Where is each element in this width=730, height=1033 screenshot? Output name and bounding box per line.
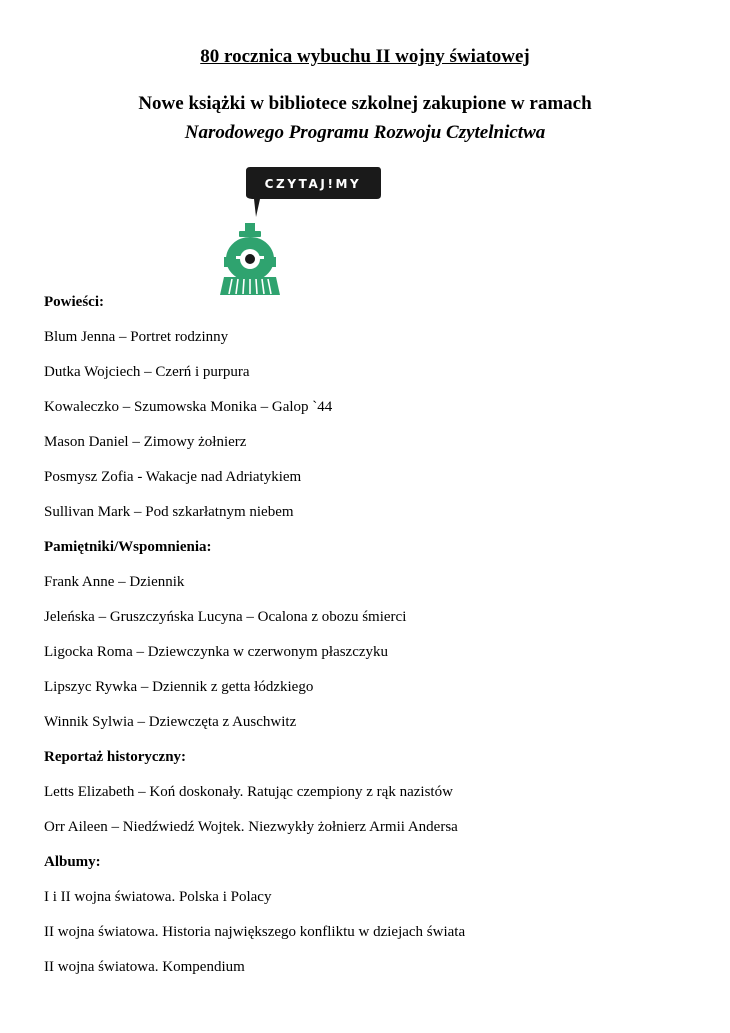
section-heading: Reportaż historyczny: bbox=[44, 749, 187, 765]
list-item: Orr Aileen – Niedźwiedź Wojtek. Niezwykły żołnierz Armii Andersa bbox=[44, 819, 458, 835]
list-item: Kowaleczko – Szumowska Monika – Galop `44 bbox=[44, 399, 333, 415]
list-item: Winnik Sylwia – Dziewczęta z Auschwitz bbox=[44, 714, 297, 730]
section-heading: Powieści: bbox=[44, 294, 104, 310]
logo-text: CZYTAJ!MY bbox=[264, 177, 362, 191]
page-title: 80 rocznica wybuchu II wojny światowej bbox=[200, 46, 530, 67]
logo-graphic bbox=[218, 163, 382, 298]
section-novels bbox=[44, 292, 704, 537]
list-item: Frank Anne – Dziennik bbox=[44, 574, 185, 590]
subtitle-line-2: Narodowego Programu Rozwoju Czytelnictwa bbox=[184, 122, 546, 143]
list-item: Lipszyc Rywka – Dziennik z getta łódzkiego bbox=[44, 679, 314, 695]
list-item: Jeleńska – Gruszczyńska Lucyna – Ocalona z obozu śmierci bbox=[44, 609, 407, 625]
list-item: Dutka Wojciech – Czerń i purpura bbox=[44, 364, 250, 380]
list-item: Blum Jenna – Portret rodzinny bbox=[44, 329, 229, 345]
subtitle-line-1: Nowe książki w bibliotece szkolnej zakupione w ramach bbox=[138, 93, 592, 114]
list-item: Letts Elizabeth – Koń doskonały. Ratując czempiony z rąk nazistów bbox=[44, 784, 453, 800]
list-item: II wojna światowa. Historia największego konfliktu w dziejach świata bbox=[44, 924, 466, 940]
list-item: II wojna światowa. Kompendium bbox=[44, 959, 245, 975]
czytajmy-logo bbox=[218, 163, 382, 298]
section-reportage bbox=[44, 747, 704, 852]
section-heading: Albumy: bbox=[44, 854, 101, 870]
speech-bubble bbox=[246, 167, 381, 217]
section-memoirs bbox=[44, 537, 704, 747]
section-albums bbox=[44, 852, 704, 992]
list-item: Mason Daniel – Zimowy żołnierz bbox=[44, 434, 247, 450]
list-item: Ligocka Roma – Dziewczynka w czerwonym płaszczyku bbox=[44, 644, 389, 660]
section-heading: Pamiętniki/Wspomnienia: bbox=[44, 539, 212, 555]
list-item: Sullivan Mark – Pod szkarłatnym niebem bbox=[44, 504, 294, 520]
list-item: I i II wojna światowa. Polska i Polacy bbox=[44, 889, 272, 905]
book-list bbox=[44, 292, 704, 992]
page-subtitle bbox=[0, 89, 730, 147]
list-item: Posmysz Zofia - Wakacje nad Adriatykiem bbox=[44, 469, 302, 485]
